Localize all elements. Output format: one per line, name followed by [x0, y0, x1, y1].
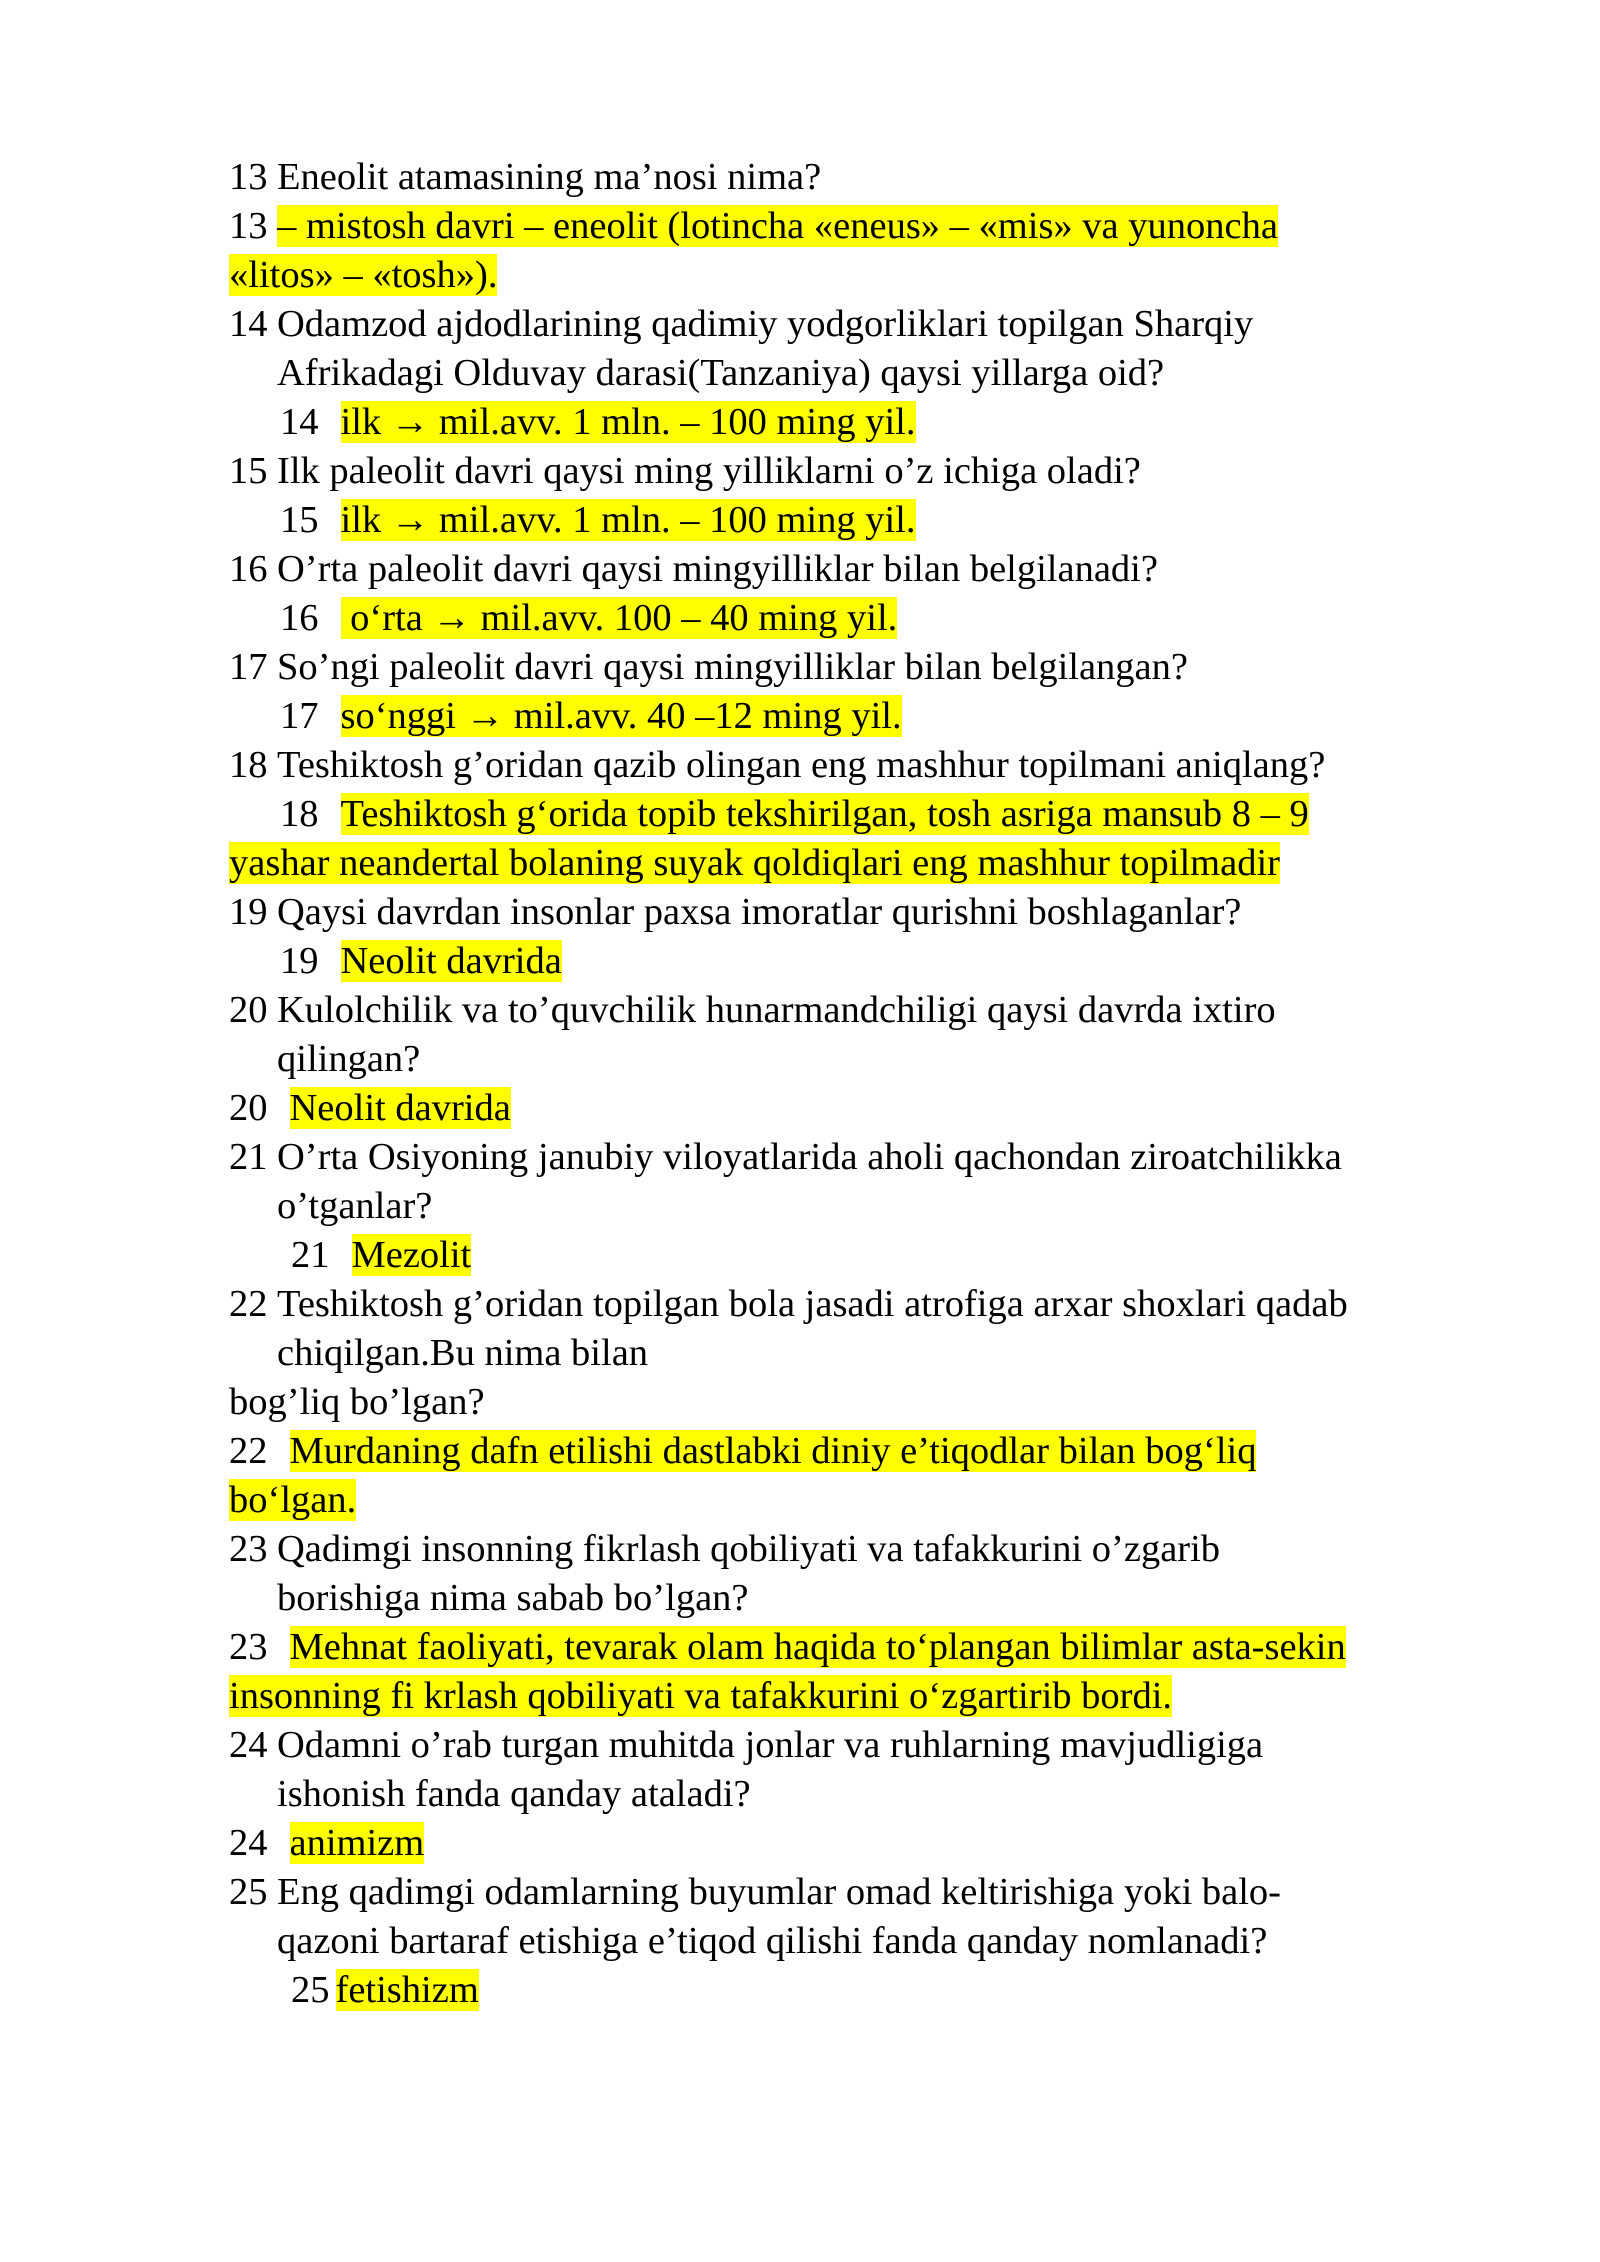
answer-line — [229, 496, 1499, 545]
answer-line — [229, 790, 1499, 839]
question-number: 23 — [229, 1528, 268, 1570]
qa-list — [229, 153, 1499, 2015]
answer-text: Neolit davrida — [340, 940, 562, 982]
answer-line — [229, 1476, 1499, 1525]
question-line — [229, 1917, 1499, 1966]
answer-line — [229, 1623, 1499, 1672]
answer-line — [229, 1819, 1499, 1868]
answer-text: Mehnat faoliyati, tevarak olam haqida to‘plangan bilimlar asta-sekin — [289, 1626, 1346, 1668]
question-number: 19 — [229, 891, 268, 933]
question-text: Kulolchilik va to’quvchilik hunarmandchiligi qaysi davrda ixtiro — [277, 989, 1276, 1031]
answer-line — [229, 594, 1499, 643]
answer-text: Neolit davrida — [289, 1087, 511, 1129]
answer-text: Murdaning dafn etilishi dastlabki diniy e’tiqodlar bilan bog‘liq — [289, 1430, 1257, 1472]
answer-number: 23 — [229, 1626, 268, 1668]
answer-text: insonning fi krlash qobiliyati va tafakkurini o‘zgartirib bordi. — [229, 1675, 1173, 1717]
question-number: 25 — [229, 1871, 268, 1913]
question-text: Odamzod ajdodlarining qadimiy yodgorliklari topilgan Sharqiy — [277, 303, 1254, 345]
question-line — [229, 1329, 1499, 1378]
question-line — [229, 1035, 1499, 1084]
question-number: 16 — [229, 548, 268, 590]
question-text: Qaysi davrdan insonlar paxsa imoratlar qurishni boshlaganlar? — [277, 891, 1242, 933]
answer-text: animizm — [289, 1822, 425, 1864]
answer-number: 18 — [280, 793, 319, 835]
answer-text: ilk → mil.avv. 1 mln. – 100 ming yil. — [340, 499, 916, 541]
question-text: Teshiktosh g’oridan qazib olingan eng mashhur topilmani aniqlang? — [277, 744, 1326, 786]
answer-number: 24 — [229, 1822, 268, 1864]
question-text: ishonish fanda qanday ataladi? — [277, 1773, 751, 1815]
question-text: So’ngi paleolit davri qaysi mingyilliklar bilan belgilangan? — [277, 646, 1188, 688]
question-text: bog’liq bo’lgan? — [229, 1381, 485, 1423]
question-number: 18 — [229, 744, 268, 786]
question-line — [229, 153, 1499, 202]
answer-line — [229, 202, 1499, 251]
answer-line — [229, 251, 1499, 300]
answer-text: «litos» – «tosh»). — [229, 254, 498, 296]
answer-line — [229, 1084, 1499, 1133]
question-text: Teshiktosh g’oridan topilgan bola jasadi atrofiga arxar shoxlari qadab — [277, 1283, 1348, 1325]
question-line — [229, 545, 1499, 594]
answer-line — [229, 839, 1499, 888]
question-line — [229, 349, 1499, 398]
answer-text: bo‘lgan. — [229, 1479, 357, 1521]
question-line — [229, 888, 1499, 937]
question-line — [229, 1574, 1499, 1623]
question-line — [229, 1182, 1499, 1231]
question-line — [229, 1721, 1499, 1770]
answer-number: 25 — [291, 1969, 330, 2011]
question-line — [229, 300, 1499, 349]
question-text: borishiga nima sabab bo’lgan? — [277, 1577, 749, 1619]
question-number: 17 — [229, 646, 268, 688]
question-line — [229, 1378, 1499, 1427]
answer-number: 17 — [280, 695, 319, 737]
question-text: Afrikadagi Olduvay darasi(Tanzaniya) qaysi yillarga oid? — [277, 352, 1165, 394]
answer-number: 19 — [280, 940, 319, 982]
answer-text: yashar neandertal bolaning suyak qoldiqlari eng mashhur topilmadir — [229, 842, 1280, 884]
answer-number: 13 — [229, 205, 268, 247]
answer-text: Mezolit — [351, 1234, 472, 1276]
question-number: 21 — [229, 1136, 268, 1178]
question-line — [229, 1770, 1499, 1819]
answer-line — [229, 1966, 1499, 2015]
question-number: 13 — [229, 156, 268, 198]
question-line — [229, 1525, 1499, 1574]
question-line — [229, 447, 1499, 496]
answer-number: 14 — [280, 401, 319, 443]
answer-text: – mistosh davri – eneolit (lotincha «eneus» – «mis» va yunoncha — [277, 205, 1278, 247]
question-text: O’rta paleolit davri qaysi mingyilliklar bilan belgilanadi? — [277, 548, 1158, 590]
answer-text: ilk → mil.avv. 1 mln. – 100 ming yil. — [340, 401, 916, 443]
answer-number: 22 — [229, 1430, 268, 1472]
answer-line — [229, 937, 1499, 986]
answer-text: o‘rta → mil.avv. 100 – 40 ming yil. — [340, 597, 898, 639]
answer-line — [229, 1427, 1499, 1476]
answer-line — [229, 692, 1499, 741]
answer-number: 20 — [229, 1087, 268, 1129]
answer-text: Teshiktosh g‘orida topib tekshirilgan, tosh asriga mansub 8 – 9 — [340, 793, 1309, 835]
question-line — [229, 643, 1499, 692]
question-text: Eng qadimgi odamlarning buyumlar omad keltirishiga yoki balo- — [277, 1871, 1282, 1913]
question-line — [229, 986, 1499, 1035]
question-text: O’rta Osiyoning janubiy viloyatlarida aholi qachondan ziroatchilikka — [277, 1136, 1342, 1178]
question-number: 20 — [229, 989, 268, 1031]
answer-number: 15 — [280, 499, 319, 541]
question-text: o’tganlar? — [277, 1185, 433, 1227]
answer-line — [229, 1672, 1499, 1721]
question-text: chiqilgan.Bu nima bilan — [277, 1332, 649, 1374]
question-text: qazoni bartaraf etishiga e’tiqod qilishi fanda qanday nomlanadi? — [277, 1920, 1268, 1962]
question-number: 24 — [229, 1724, 268, 1766]
question-number: 15 — [229, 450, 268, 492]
answer-number: 21 — [291, 1234, 330, 1276]
question-number: 14 — [229, 303, 268, 345]
question-text: qilingan? — [277, 1038, 421, 1080]
question-line — [229, 741, 1499, 790]
answer-number: 16 — [280, 597, 319, 639]
answer-line — [229, 398, 1499, 447]
question-line — [229, 1133, 1499, 1182]
question-text: Eneolit atamasining ma’nosi nima? — [277, 156, 822, 198]
question-line — [229, 1868, 1499, 1917]
answer-text: fetishizm — [335, 1969, 479, 2011]
question-line — [229, 1280, 1499, 1329]
question-text: Ilk paleolit davri qaysi ming yilliklarni o’z ichiga oladi? — [277, 450, 1141, 492]
answer-text: so‘nggi → mil.avv. 40 –12 ming yil. — [340, 695, 902, 737]
question-text: Qadimgi insonning fikrlash qobiliyati va tafakkurini o’zgarib — [277, 1528, 1221, 1570]
question-number: 22 — [229, 1283, 268, 1325]
question-text: Odamni o’rab turgan muhitda jonlar va ruhlarning mavjudligiga — [277, 1724, 1264, 1766]
answer-line — [229, 1231, 1499, 1280]
